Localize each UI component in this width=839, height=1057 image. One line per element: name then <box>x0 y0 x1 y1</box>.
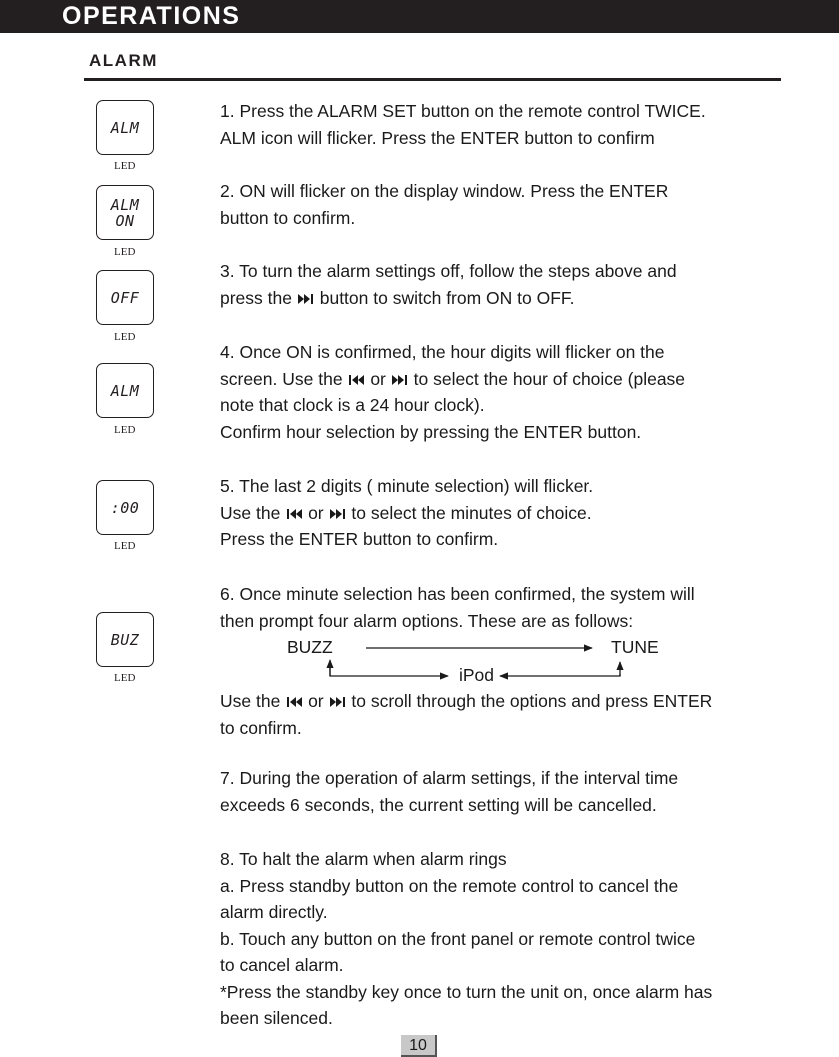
step-text: 5. The last 2 digits ( minute selection) will flicker. <box>220 476 594 496</box>
step-text-line <box>220 366 820 393</box>
step-text: 1. Press the ALARM SET button on the remote control TWICE. <box>220 101 706 121</box>
option-tune-label: TUNE <box>611 637 659 657</box>
step-text: button to switch from ON to OFF. <box>319 287 575 308</box>
step-text: press the <box>220 287 292 308</box>
step-text: or <box>308 691 324 711</box>
step-text: note that clock is a 24 hour clock). <box>220 395 485 415</box>
arrow-tune-to-ipod <box>500 674 620 676</box>
step-text: 2. ON will flicker on the display window. Press the ENTER <box>220 181 669 201</box>
skip-next-icon <box>298 294 314 304</box>
step-text-line <box>220 500 820 527</box>
step-text-line <box>220 285 820 312</box>
skip-next-icon <box>392 375 408 385</box>
step-text: alarm directly. <box>220 902 328 922</box>
section-title: ALARM <box>89 51 158 70</box>
step-text: been silenced. <box>220 1008 333 1028</box>
arrow-ipod-to-buzz <box>330 662 448 676</box>
step-text: screen. Use the <box>220 368 343 389</box>
alarm-option-cycle-diagram <box>220 634 800 690</box>
cycle-arrows <box>220 634 800 690</box>
led-caption: LED <box>114 424 136 436</box>
led-caption: LED <box>114 160 136 172</box>
led-text: ALM <box>110 195 140 214</box>
led-text: ALM <box>110 381 140 400</box>
step-2 <box>220 178 820 231</box>
led-text: ON <box>115 211 135 230</box>
led-text: BUZ <box>110 630 140 649</box>
step-text: 8. To halt the alarm when alarm rings <box>220 849 507 869</box>
page-number: 10 <box>401 1035 437 1057</box>
led-caption: LED <box>114 246 136 258</box>
step-text: button to confirm. <box>220 207 356 228</box>
led-text: :00 <box>110 498 140 517</box>
led-caption: LED <box>114 672 136 684</box>
step-text-line <box>220 688 820 715</box>
step-6 <box>220 581 820 634</box>
led-caption: LED <box>114 331 136 343</box>
step-text: to scroll through the options and press ENTER <box>351 691 713 711</box>
step-text: Use the <box>220 691 281 711</box>
page-header-title: OPERATIONS <box>62 2 241 30</box>
step-text: to confirm. <box>220 717 302 738</box>
step-text: a. Press standby button on the remote control to cancel the <box>220 875 679 896</box>
skip-previous-icon <box>348 375 364 385</box>
option-ipod-label: iPod <box>459 665 495 685</box>
step-text: 7. During the operation of alarm settings, if the interval time <box>220 768 679 788</box>
step-text: 4. Once ON is confirmed, the hour digits will flicker on the <box>220 342 665 362</box>
step-text: or <box>370 368 386 389</box>
step-text: b. Touch any button on the front panel or remote control twice <box>220 928 696 949</box>
step-text: ALM icon will flicker. Press the ENTER button to confirm <box>220 127 655 148</box>
option-buzz-label: BUZZ <box>287 637 333 657</box>
led-display-alm <box>96 100 154 155</box>
step-text: to select the minutes of choice. <box>351 502 592 523</box>
header-bar <box>0 0 839 33</box>
section-divider <box>84 78 781 81</box>
skip-previous-icon <box>286 509 302 519</box>
step-7 <box>220 765 820 818</box>
step-text: 6. Once minute selection has been confirmed, the system will <box>220 584 695 604</box>
step-text: then prompt four alarm options. These are as follows: <box>220 610 634 631</box>
step-text: *Press the standby key once to turn the unit on, once alarm has <box>220 981 713 1002</box>
led-display-off <box>96 270 154 325</box>
led-display-minutes <box>96 480 154 535</box>
led-caption: LED <box>114 540 136 552</box>
step-text: or <box>308 502 324 523</box>
step-4 <box>220 339 820 445</box>
step-text: to select the hour of choice (please <box>413 368 686 389</box>
skip-previous-icon <box>286 697 302 707</box>
step-5 <box>220 473 820 553</box>
step-8 <box>220 846 820 1032</box>
step-text: Press the ENTER button to confirm. <box>220 529 499 549</box>
led-display-alm-hour <box>96 363 154 418</box>
step-text: Use the <box>220 502 281 523</box>
skip-next-icon <box>330 509 346 519</box>
led-text: OFF <box>110 288 140 307</box>
step-3 <box>220 258 820 311</box>
skip-next-icon <box>330 697 346 707</box>
step-text: 3. To turn the alarm settings off, follow the steps above and <box>220 261 677 281</box>
step-text: exceeds 6 seconds, the current setting will be cancelled. <box>220 794 657 815</box>
step-text: Confirm hour selection by pressing the ENTER button. <box>220 421 642 442</box>
step-text: to cancel alarm. <box>220 955 344 975</box>
step-6-continued <box>220 688 820 741</box>
step-1 <box>220 98 820 151</box>
led-text: ALM <box>110 118 140 137</box>
led-display-alm-on <box>96 185 154 240</box>
led-display-buz <box>96 612 154 667</box>
